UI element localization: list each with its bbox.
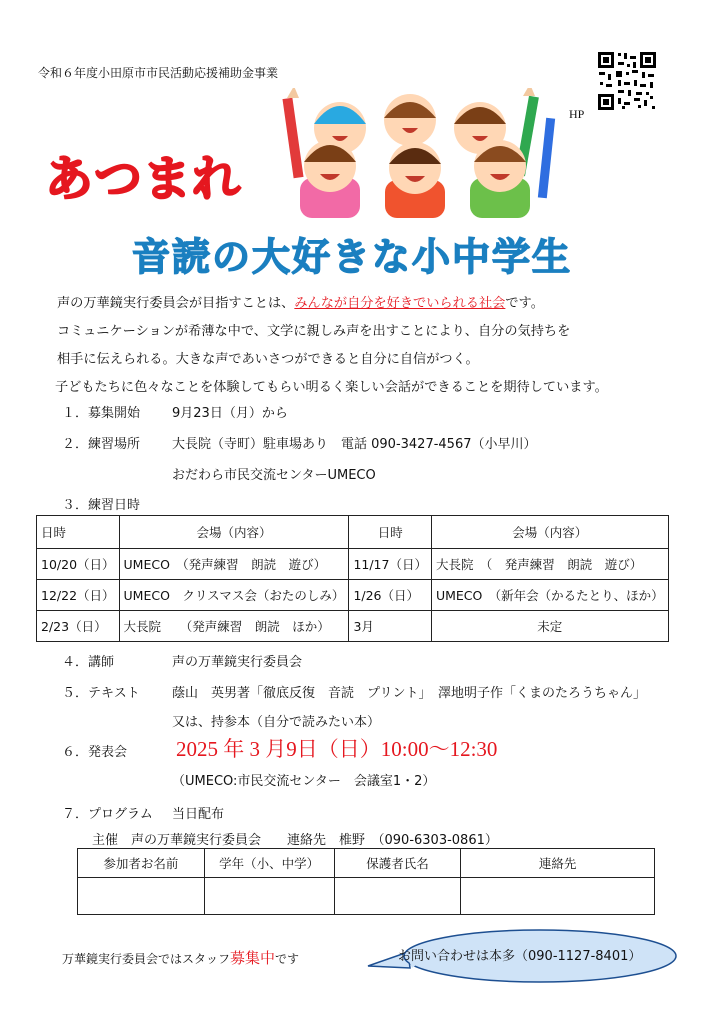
section-3-label: ３．練習日時	[62, 498, 141, 513]
staff-note-after: です	[275, 952, 300, 966]
participant-header-guardian: 保護者氏名	[334, 849, 461, 878]
contact-text: お問い合わせは本多（090-1127-8401）	[398, 949, 642, 964]
participant-name-field[interactable]	[78, 878, 205, 915]
section-5-value-2: 又は、持参本（自分で読みたい本）	[172, 715, 381, 730]
table-row	[37, 549, 669, 580]
intro-line-1-before: 声の万華鏡実行委員会が目指すことは、	[57, 296, 295, 311]
section-instructor	[62, 651, 302, 670]
intro-line-3: 相手に伝えられる。大きな声であいさつができると自分に自信がつく。	[57, 352, 479, 367]
section-2-value-1: 大長院（寺町）駐車場あり 電話 090-3427-4567（小早川）	[172, 437, 537, 452]
schedule-header-venue-1: 会場（内容）	[119, 516, 349, 549]
participant-header-name: 参加者お名前	[78, 849, 205, 878]
schedule-header-row	[37, 516, 669, 549]
section-1-value: 9月23日（月）から	[172, 406, 288, 421]
schedule-cell: 大長院 （ 発声練習 朗読 遊び）	[431, 549, 668, 580]
intro-line-4: 子どもたちに色々なことを体験してもらい明るく楽しい会話ができることを期待しています。	[55, 380, 608, 395]
participant-entry-row	[78, 878, 655, 915]
schedule-cell: 大長院 （発声練習 朗読 ほか）	[119, 611, 349, 642]
section-4-label: ４．講師	[62, 655, 115, 670]
intro-line-1-after: です。	[505, 296, 544, 311]
hp-label: HP	[569, 107, 585, 121]
schedule-header-date-1: 日時	[37, 516, 120, 549]
section-6-label: ６．発表会	[62, 745, 128, 760]
table-row	[37, 580, 669, 611]
schedule-cell: 1/26（日）	[349, 580, 432, 611]
section-program	[62, 803, 224, 822]
schedule-cell: 11/17（日）	[349, 549, 432, 580]
main-title: あつまれ	[45, 151, 242, 207]
event-date: 2025 年 3 月9日（日）10:00～12:30	[176, 737, 498, 761]
section-1-label: １．募集開始	[62, 406, 141, 421]
program-line: 令和６年度小田原市市民活動応援補助金事業	[38, 66, 279, 80]
intro-line-1	[57, 290, 687, 318]
participant-guardian-field[interactable]	[334, 878, 461, 915]
intro-paragraph	[57, 290, 687, 402]
subtitle: 音読の大好きな小中学生	[132, 235, 573, 279]
section-5-value-1: 蔭山 英男著「徹底反復 音読 プリント」 澤地明子作「くまのたろうちゃん」	[172, 686, 646, 701]
section-2-label: ２．練習場所	[62, 437, 141, 452]
event-place: （UMECO:市民交流センター 会議室1・2）	[172, 774, 436, 789]
staff-recruiting-note	[62, 947, 299, 968]
schedule-header-date-2: 日時	[349, 516, 432, 549]
schedule-header-venue-2: 会場（内容）	[431, 516, 668, 549]
schedule-cell: 10/20（日）	[37, 549, 120, 580]
schedule-cell: 未定	[431, 611, 668, 642]
participant-form-table	[77, 848, 655, 915]
intro-highlight: みんなが自分を好きでいられる社会	[294, 296, 506, 311]
organizer-line: 主催 声の万華鏡実行委員会 連絡先 椎野 （090-6303-0861）	[92, 833, 498, 848]
participant-header-contact: 連絡先	[461, 849, 655, 878]
participant-header-row	[78, 849, 655, 878]
section-2-value-2: おだわら市民交流センターUMECO	[172, 468, 376, 483]
schedule-table	[36, 515, 669, 642]
children-illustration-icon	[270, 88, 570, 218]
section-recruit-start	[62, 402, 288, 421]
section-7-value: 当日配布	[172, 807, 225, 822]
section-text	[62, 682, 646, 701]
schedule-cell: 12/22（日）	[37, 580, 120, 611]
participant-grade-field[interactable]	[204, 878, 334, 915]
staff-note-before: 万華鏡実行委員会ではスタッフ	[62, 952, 231, 966]
schedule-cell: UMECO （発声練習 朗読 遊び）	[119, 549, 349, 580]
section-7-label: ７．プログラム	[62, 807, 153, 822]
participant-header-grade: 学年（小、中学）	[204, 849, 334, 878]
participant-contact-field[interactable]	[461, 878, 655, 915]
section-5-label: ５．テキスト	[62, 686, 140, 701]
schedule-cell: 3月	[349, 611, 432, 642]
schedule-cell: UMECO クリスマス会（おたのしみ）	[119, 580, 349, 611]
intro-line-2: コミュニケーションが希薄な中で、文学に親しみ声を出すことにより、自分の気持ちを	[57, 324, 571, 339]
section-practice-place	[62, 433, 537, 452]
section-4-value: 声の万華鏡実行委員会	[172, 655, 303, 670]
schedule-cell: UMECO （新年会（かるたとり、ほか）	[431, 580, 668, 611]
schedule-cell: 2/23（日）	[37, 611, 120, 642]
staff-note-highlight: 募集中	[230, 949, 276, 967]
qr-code-icon	[596, 50, 658, 112]
table-row	[37, 611, 669, 642]
